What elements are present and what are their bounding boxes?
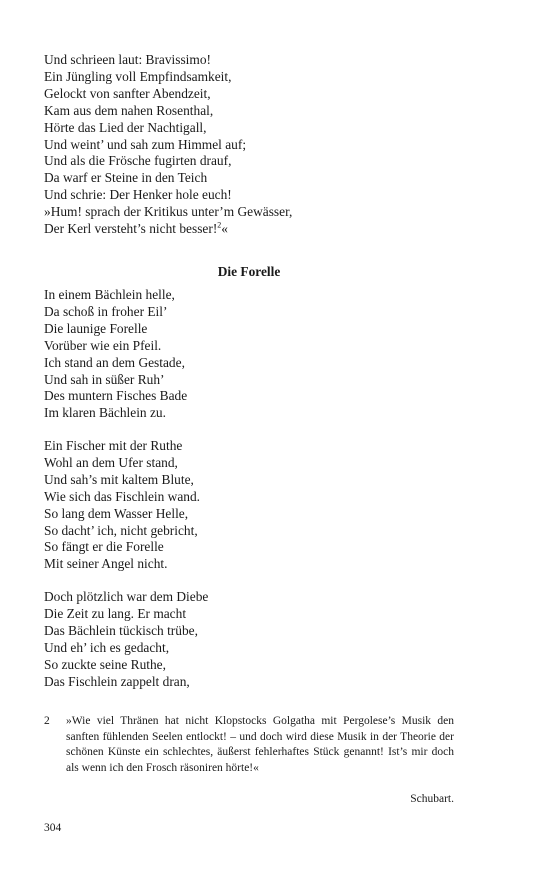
footnote-text: »Wie viel Thränen hat nicht Klopstocks Golgatha mit Pergolese’s Musik den sanften fühlenden Seelen entlockt! – und doch wird diese Musik in der Theorie der schönen Künste ein schlechtes, äußerst fehlerhaftes Stück genannt! Ist’s mir doch als wenn ich den Frosch räsoniren hörte!« <box>66 715 454 774</box>
verse-line: Und sah’s mit kaltem Blute, <box>44 471 194 487</box>
footnote-number: 2 <box>44 715 50 727</box>
page-number: 304 <box>44 822 62 834</box>
verse-line: Ein Fischer mit der Ruthe <box>44 438 183 453</box>
verse-line: Doch plötzlich war dem Diebe <box>44 589 209 604</box>
stanza-3 <box>44 589 464 690</box>
verse-line: Das Fischlein zappelt dran, <box>44 673 190 689</box>
verse-line: Und schrieen laut: Bravissimo! <box>44 52 211 67</box>
verse-line: Kam aus dem nahen Rosenthal, <box>44 102 214 118</box>
verse-line: Ein Jüngling voll Empfindsamkeit, <box>44 68 232 84</box>
verse-line: Da warf er Steine in den Teich <box>44 170 208 186</box>
verse-last-line-text: Der Kerl versteht’s nicht besser! <box>44 221 218 237</box>
verse-line: Und sah in süßer Ruh’ <box>44 371 165 387</box>
verse-line: Ich stand an dem Gestade, <box>44 354 185 370</box>
verse-line: Und eh’ ich es gedacht, <box>44 639 170 655</box>
verse-line: Wie sich das Fischlein wand. <box>44 488 201 504</box>
verse-line: Und schrie: Der Henker hole euch! <box>44 187 232 203</box>
verse-line: Die Zeit zu lang. Er macht <box>44 605 187 621</box>
verse-line: Die launige Forelle <box>44 320 148 336</box>
verse-line: So fängt er die Forelle <box>44 539 164 555</box>
verse-line: »Hum! sprach der Kritikus unter’m Gewässer, <box>44 204 293 220</box>
verse-line: Mit seiner Angel nicht. <box>44 556 168 572</box>
closing-quote: « <box>221 221 228 237</box>
verse-line: So dacht’ ich, nicht gebricht, <box>44 522 198 538</box>
footnote-signature: Schubart. <box>410 793 454 805</box>
verse-line: Und als die Frösche fugirten drauf, <box>44 153 232 169</box>
verse-line: Da schoß in froher Eil’ <box>44 303 168 319</box>
verse-line: In einem Bächlein helle, <box>44 287 175 302</box>
verse-line: Vorüber wie ein Pfeil. <box>44 337 162 353</box>
stanza-2 <box>44 438 464 573</box>
verse-line: So zuckte seine Ruthe, <box>44 656 166 672</box>
stanza-1 <box>44 287 464 422</box>
verse-line: Und weint’ und sah zum Himmel auf; <box>44 136 247 152</box>
verse-line: Hörte das Lied der Nachtigall, <box>44 119 207 135</box>
verse-line: Des muntern Fisches Bade <box>44 388 188 404</box>
intro-verse <box>44 52 464 238</box>
verse-line: Wohl an dem Ufer stand, <box>44 454 178 470</box>
verse-last-line <box>44 221 464 238</box>
verse-line: Das Bächlein tückisch trübe, <box>44 622 198 638</box>
footnote-reference[interactable]: 2 <box>217 220 222 230</box>
verse-line: Im klaren Bächlein zu. <box>44 405 166 421</box>
poem-title: Die Forelle <box>217 264 281 279</box>
verse-line: So lang dem Wasser Helle, <box>44 505 189 521</box>
verse-line: Gelockt von sanfter Abendzeit, <box>44 85 211 101</box>
